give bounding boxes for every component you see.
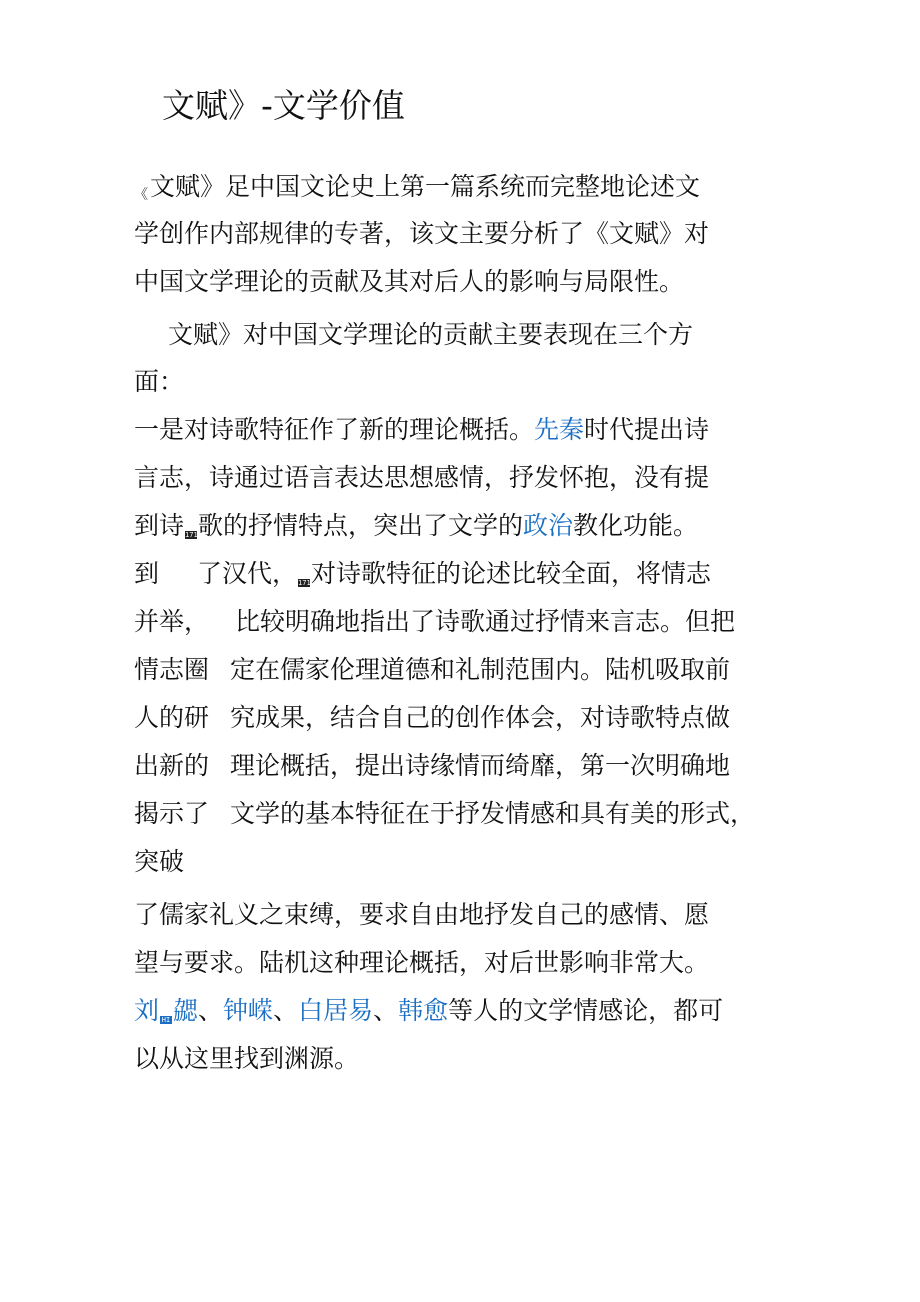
text: 了汉代， (197, 559, 298, 588)
paragraph-3-line-10: 突破 (134, 847, 185, 876)
paragraph-3-line-9 (134, 797, 755, 831)
text: 人的研 (134, 703, 210, 732)
text: 到 (134, 559, 160, 588)
link-xianqin[interactable]: 先秦 (534, 415, 585, 444)
paragraph-3-line-8 (134, 749, 730, 783)
text: 等人的文学情感论，都可 (448, 996, 724, 1025)
paragraph-4-line-2: 望与要求。陆机这种理论概括，对后世影响非常大。 (134, 948, 710, 977)
text: 文学的基本特征在于抒发情感和具有美的形式， (230, 799, 756, 828)
paragraph-2-line-1: 文赋》对中国文学理论的贡献主要表现在三个方 (168, 320, 694, 349)
open-quote-mark: 《 (134, 187, 148, 203)
document-title: 文赋》-文学价值 (162, 86, 405, 125)
inline-marker-icon: 171 (185, 531, 198, 539)
paragraph-3-line-1 (134, 413, 709, 447)
separator: 、 (373, 996, 399, 1025)
paragraph-3-line-7 (134, 701, 730, 735)
text: 究成果，结合自己的创作体会，对诗歌特点做 (230, 703, 731, 732)
inline-marker-icon: 171 (298, 579, 311, 587)
text: 一是对诗歌特征作了新的理论概括。 (134, 415, 535, 444)
paragraph-3-line-6 (134, 653, 730, 687)
separator: 、 (198, 996, 224, 1025)
text: 理论概括，提出诗缘情而绮靡，第一次明确地 (230, 751, 731, 780)
inline-marker-icon: HI (161, 1016, 171, 1024)
paragraph-4-line-3 (134, 994, 723, 1028)
text: 歌的抒情特点，突出了文学的 (198, 511, 524, 540)
link-zhongrong[interactable]: 钟嵘 (223, 996, 274, 1025)
link-baijuyi[interactable]: 白居易 (298, 996, 374, 1025)
paragraph-3-line-3 (134, 509, 698, 543)
paragraph-1-line-2: 学创作内部规律的专著，该文主要分析了《文赋》对 (134, 219, 710, 248)
text: 出新的 (134, 751, 210, 780)
text: 揭示了 (134, 799, 210, 828)
separator: 、 (273, 996, 299, 1025)
paragraph-4-line-4: 以从这里找到渊源。 (134, 1044, 360, 1073)
paragraph-3-line-5 (134, 605, 735, 639)
text: 情志圈 (134, 655, 210, 684)
paragraph-2-line-2: 面： (134, 367, 185, 396)
link-xie[interactable]: 勰 (173, 996, 199, 1025)
text: 定在儒家伦理道德和礼制范围内。陆机吸取前 (230, 655, 731, 684)
text: 比较明确地指出了诗歌通过抒情来言志。但把 (235, 607, 736, 636)
paragraph-4-line-1: 了儒家礼义之束缚，要求自由地抒发自己的感情、愿 (134, 900, 710, 929)
paragraph-1-line-1 (134, 170, 700, 212)
paragraph-3-line-4 (134, 557, 711, 591)
text: 文赋》足中国文论史上第一篇系统而完整地论述文 (150, 172, 701, 201)
paragraph-1-line-3: 中国文学理论的贡献及其对后人的影响与局限性。 (134, 267, 685, 296)
link-hanyu[interactable]: 韩愈 (398, 996, 449, 1025)
link-zhengzhi[interactable]: 政治 (523, 511, 574, 540)
text: 并举， (134, 607, 210, 636)
text: 到诗 (134, 511, 185, 540)
text: 时代提出诗 (584, 415, 710, 444)
link-liu[interactable]: 刘 (134, 996, 160, 1025)
text: 教化功能。 (573, 511, 699, 540)
text: 对诗歌特征的论述比较全面，将情志 (311, 559, 712, 588)
paragraph-3-line-2: 言志，诗通过语言表达思想感情，抒发怀抱，没有提 (134, 463, 710, 492)
